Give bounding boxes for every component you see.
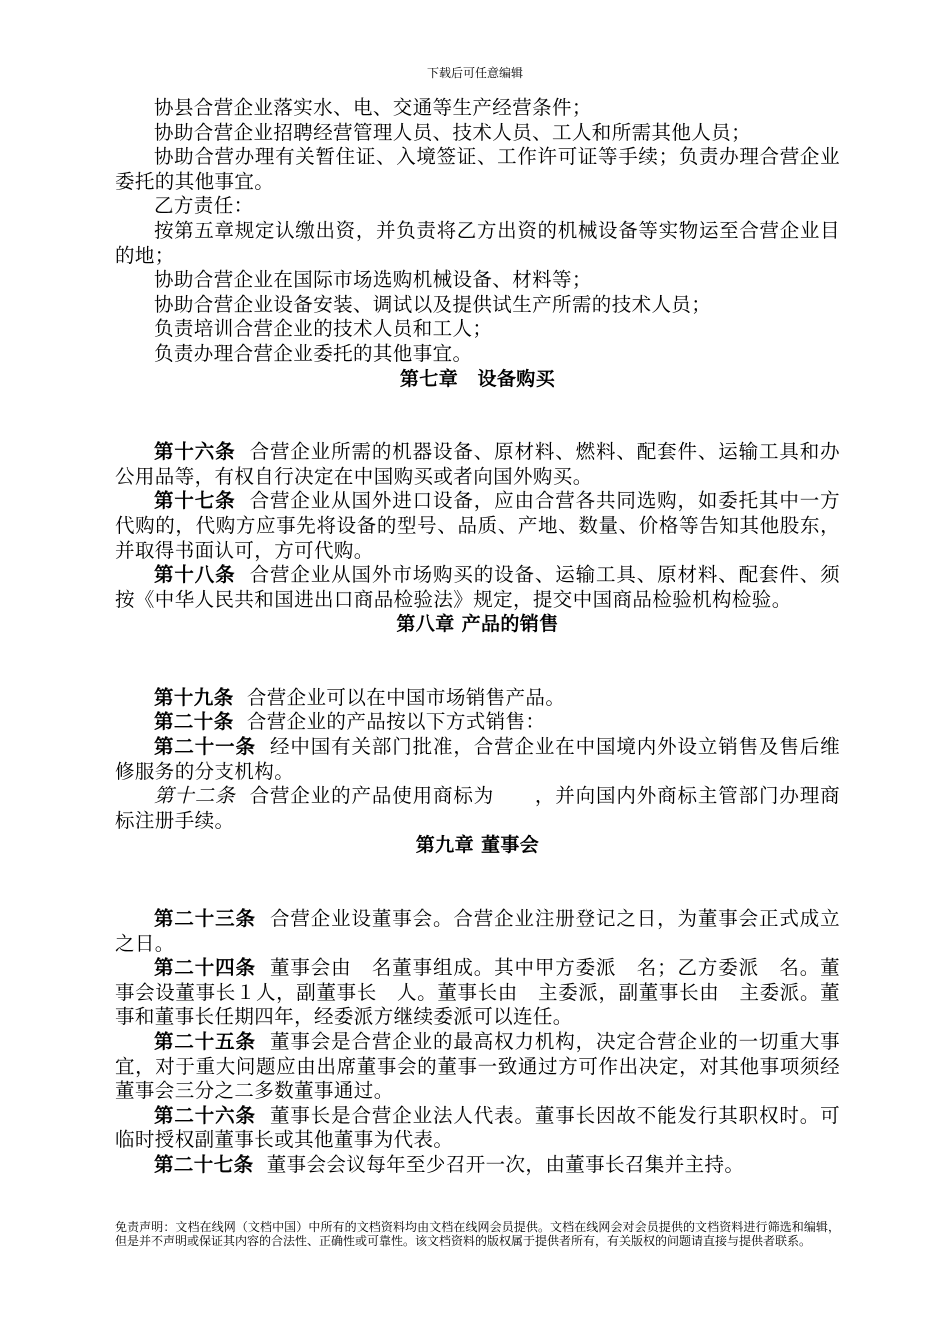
- article-text: 合营企业设董事会。合营企业注册登记之日，为董事会正式成立之日。: [115, 907, 840, 955]
- article: [115, 563, 840, 612]
- paragraph: 负责培训合营企业的技术人员和工人；: [154, 317, 493, 341]
- disclaimer-footer: 免责声明：文档在线网（文档中国）中所有的文档资料均由文档在线网会员提供。文档在线网会对会员提供的文档资料进行筛选和编辑，但是并不声明或保证其内容的合法性、正确性或可靠性。该文档资料的版权属于提供者所有，有关版权的问题请直接与提供者联系。: [115, 1220, 840, 1248]
- article: [115, 907, 840, 956]
- article-text: 合营企业从国外进口设备，应由合营各共同选购，如委托其中一方代购的，代购方应事先将设备的型号、品质、产地、数量、价格等告知其他股东，并取得书面认可，方可代购。: [115, 489, 840, 562]
- article: [115, 686, 840, 711]
- article-text: 合营企业的产品按以下方式销售：: [246, 710, 546, 734]
- article: [115, 956, 840, 1030]
- spacer: [115, 858, 840, 907]
- article-label: 第二十四条: [154, 956, 256, 980]
- paragraph: 负责办理合营企业委托的其他事宜。: [154, 341, 473, 365]
- article: [115, 489, 840, 563]
- article-label: 第二十七条: [154, 1152, 254, 1176]
- paragraph: 协助合营办理有关暂住证、入境签证、工作许可证等手续；负责办理合营企业委托的其他事宜。: [115, 145, 840, 193]
- paragraph: 乙方责任：: [154, 194, 254, 218]
- spacer: [115, 637, 840, 686]
- article-label: 第十八条: [154, 563, 236, 587]
- article: [115, 710, 840, 735]
- article-label: 第二十条: [154, 710, 234, 734]
- article: [115, 735, 840, 784]
- paragraph: 协县合营企业落实水、电、交通等生产经营条件；: [154, 96, 592, 119]
- article-label: 第二十六条: [154, 1103, 256, 1127]
- paragraph: 协助合营企业招聘经营管理人员、技术人员、工人和所需其他人员；: [154, 120, 752, 144]
- article-text: 合营企业从国外市场购买的设备、运输工具、原材料、配套件、须按《中华人民共和国进出口商品检验法》规定，提交中国商品检验机构检验。: [115, 563, 840, 611]
- article: [115, 440, 840, 489]
- spacer: [115, 391, 840, 440]
- article: [115, 1153, 840, 1178]
- article-text: 合营企业的产品使用商标为 ，并向国内外商标主管部门办理商标注册手续。: [115, 784, 840, 832]
- article-label: 第十六条: [154, 440, 236, 464]
- article-label: 第二十五条: [154, 1030, 256, 1053]
- article-text: 合营企业可以在中国市场销售产品。: [246, 685, 566, 709]
- article-label: 第十二条: [154, 784, 236, 808]
- article-text: 经中国有关部门批准，合营企业在中国境内外设立销售及售后维修服务的分支机构。: [115, 735, 840, 783]
- paragraph: 协助合营企业设备安装、调试以及提供试生产所需的技术人员；: [154, 292, 712, 316]
- chapter-heading: 第九章 董事会: [415, 834, 540, 857]
- page-header: 下载后可任意编辑: [426, 66, 523, 80]
- article-text: 董事会会议每年至少召开一次，由董事长召集并主持。: [266, 1152, 745, 1176]
- article: [115, 1030, 840, 1104]
- article: [115, 784, 840, 833]
- article-text: 董事会由 名董事组成。其中甲方委派 名；乙方委派 名。董事会设董事长１人，副董事长 人。董事长由 主委派，副董事长由 主委派。董事和董事长任期四年，经委派方继续委派可以连任。: [115, 956, 840, 1029]
- article-label: 第十七条: [154, 489, 236, 513]
- document-body: [115, 96, 840, 1178]
- article-text: 合营企业所需的机器设备、原材料、燃料、配套件、运输工具和办公用品等，有权自行决定在中国购买或者向国外购买。: [115, 440, 840, 488]
- chapter-heading: 第八章 产品的销售: [396, 613, 559, 636]
- chapter-heading: 第七章 设备购买: [399, 367, 556, 390]
- article: [115, 1104, 840, 1153]
- paragraph: 按第五章规定认缴出资，并负责将乙方出资的机械设备等实物运至合营企业目的地；: [115, 218, 840, 267]
- article-text: 董事会是合营企业的最高权力机构，决定合营企业的一切重大事宜，对于重大问题应由出席董事会的董事一致通过方可作出决定，对其他事项须经董事会三分之二多数董事通过。: [115, 1030, 840, 1103]
- paragraph: 协助合营企业在国际市场选购机械设备、材料等；: [154, 268, 592, 292]
- article-label: 第二十一条: [154, 735, 256, 759]
- article-text: 董事长是合营企业法人代表。董事长因故不能发行其职权时。可临时授权副董事长或其他董事为代表。: [115, 1103, 840, 1152]
- article-label: 第二十三条: [154, 907, 256, 931]
- article-label: 第十九条: [154, 685, 234, 709]
